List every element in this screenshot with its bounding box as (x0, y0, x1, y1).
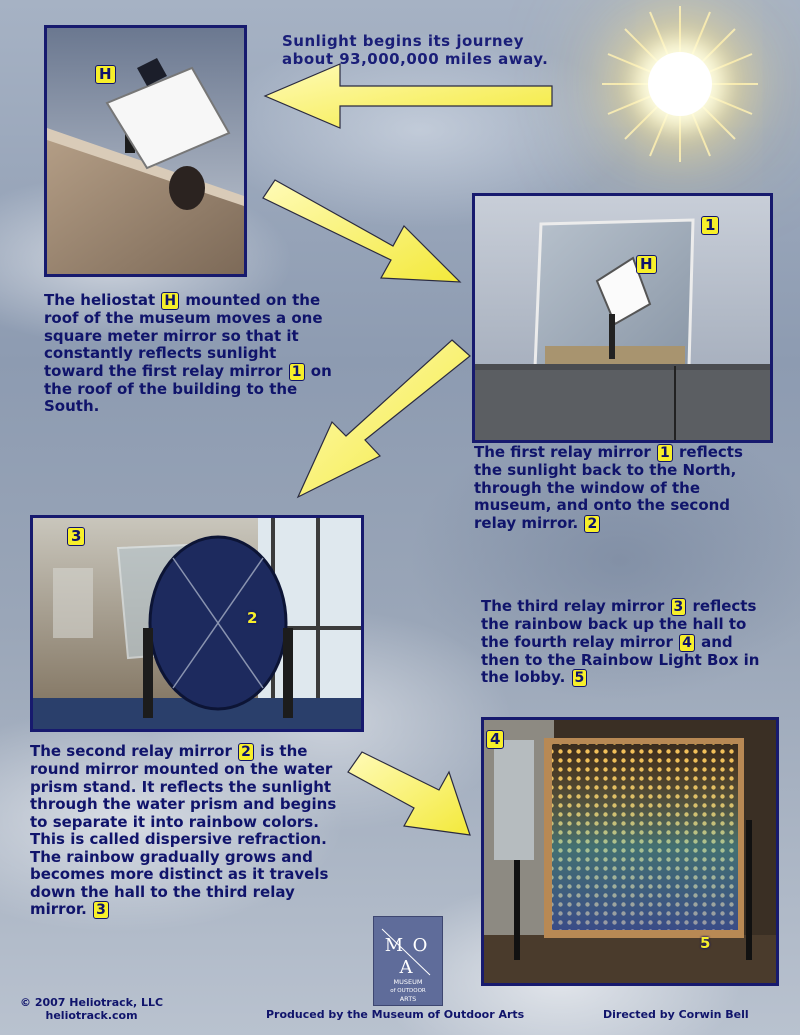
badge-2-relay2: 2 (238, 743, 254, 761)
text-relay1 (474, 444, 774, 533)
text-relay3-part2: reflects the rainbow back up the hall to the fourth relay mirror (481, 597, 757, 651)
photo-relay1 (472, 193, 773, 443)
badge-4-relay3: 4 (679, 634, 695, 652)
text-heliostat-part1: The heliostat (44, 291, 156, 309)
text-relay1-part1: The first relay mirror (474, 443, 651, 461)
arrow-heliostat-to-relay1 (263, 180, 460, 282)
marker-2-photo3: 2 (247, 609, 258, 627)
moa-logo-mark (374, 917, 442, 1005)
marker-3-photo3: 3 (67, 527, 85, 546)
text-relay3-part1: The third relay mirror (481, 597, 665, 615)
footer-directed: Directed by Corwin Bell (603, 1008, 749, 1021)
photo-heliostat (44, 25, 247, 277)
marker-h-in-relay1: H (636, 255, 657, 274)
moa-logo (373, 916, 443, 1006)
sun-caption-line2: about 93,000,000 miles away. (282, 50, 549, 68)
text-relay2-part1: The second relay mirror (30, 742, 232, 760)
footer-copyright-block (20, 996, 163, 1022)
badge-h: H (161, 292, 179, 310)
sun-caption-line1: Sunlight begins its journey (282, 32, 524, 50)
text-relay1-part2: reflects the sunlight back to the North, through the window of the museum, and onto the second relay mirror. (474, 443, 743, 532)
footer-website[interactable]: heliotrack.com (45, 1009, 138, 1022)
logo-line1: MUSEUM (393, 978, 423, 986)
text-relay3 (481, 598, 771, 687)
photo-relay2 (30, 515, 364, 732)
text-heliostat (44, 292, 334, 416)
text-relay2 (30, 743, 338, 919)
arrow-relay2-to-relay4 (348, 752, 470, 835)
photo-light-box (481, 717, 779, 986)
text-relay3-part3: and then to the Rainbow Light Box in the lobby. (481, 632, 760, 686)
badge-1-relay1: 1 (657, 444, 673, 462)
badge-1: 1 (289, 363, 305, 381)
badge-3-relay3: 3 (671, 598, 687, 616)
logo-line3: ARTS (399, 995, 417, 1003)
footer-produced: Produced by the Museum of Outdoor Arts (266, 1008, 525, 1021)
arrow-sun-to-heliostat (265, 64, 552, 128)
marker-h-heliostat: H (95, 65, 116, 84)
text-heliostat-part2: mounted on the roof of the museum moves a one square meter mirror so that it constantly reflects sunlight toward the first relay mirror (44, 291, 323, 380)
footer-copyright: © 2007 Heliotrack, LLC (20, 996, 164, 1009)
badge-3-relay2: 3 (93, 901, 109, 919)
marker-5-photo4: 5 (700, 934, 711, 952)
text-heliostat-part3: on the roof of the building to the South. (44, 361, 332, 415)
logo-letter-m: M (384, 935, 404, 956)
logo-line2: of OUTDOOR (390, 988, 426, 994)
marker-1-relay1: 1 (701, 216, 719, 235)
badge-5-relay3: 5 (572, 669, 588, 687)
marker-4-photo4: 4 (486, 730, 504, 749)
text-relay2-part2: is the round mirror mounted on the water prism stand. It reflects the sunlight through the water prism and begins to separate it into rainbow colors. This is called dispersive refraction. The rainbow gradually grows and becomes more distinct as it travels down the hall to the third relay mirror. (30, 742, 337, 918)
logo-letter-a: A (399, 957, 413, 978)
logo-letter-o: O (412, 935, 428, 956)
badge-2-relay1: 2 (584, 515, 600, 533)
